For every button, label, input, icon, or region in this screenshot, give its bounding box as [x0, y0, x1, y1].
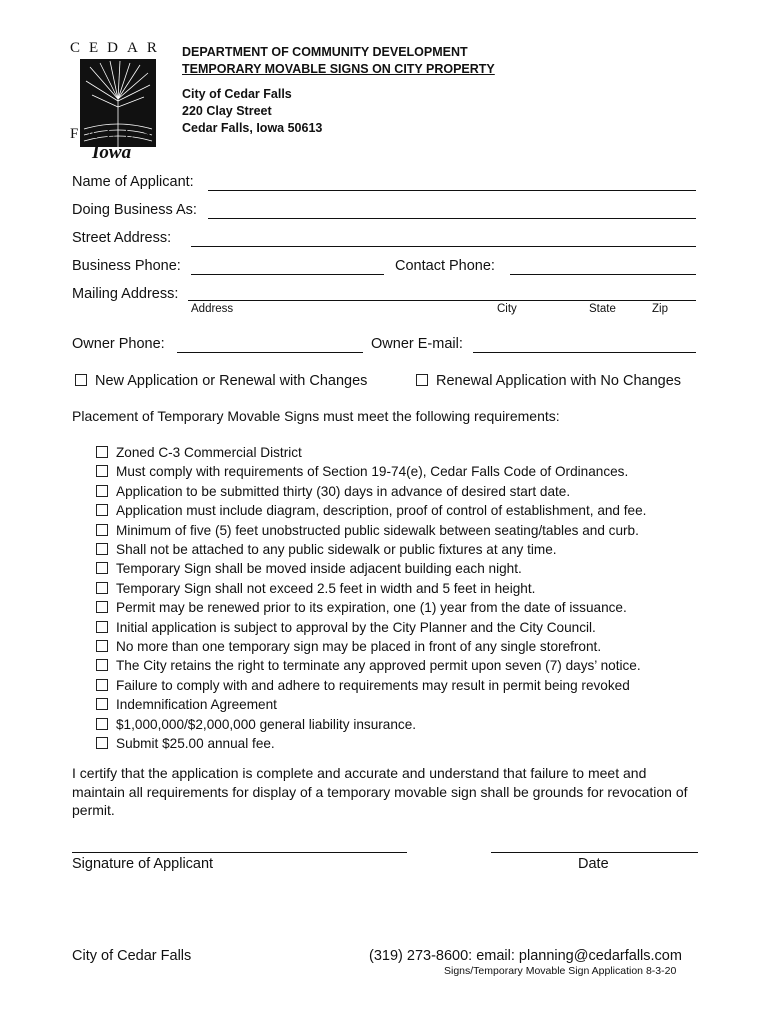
owner-phone-field[interactable] — [177, 352, 363, 353]
doing-business-as-field[interactable] — [208, 218, 696, 219]
business-phone-label: Business Phone: — [72, 258, 181, 274]
requirement-checkbox[interactable] — [96, 601, 108, 613]
department-title: DEPARTMENT OF COMMUNITY DEVELOPMENT — [182, 45, 468, 59]
owner-phone-label: Owner Phone: — [72, 336, 165, 352]
requirement-checkbox[interactable] — [96, 659, 108, 671]
new-application-checkbox[interactable] — [75, 374, 87, 386]
requirement-checkbox[interactable] — [96, 582, 108, 594]
requirement-checkbox[interactable] — [96, 562, 108, 574]
requirements-intro: Placement of Temporary Movable Signs must meet the following requirements: — [72, 408, 560, 424]
certification-statement: I certify that the application is complete and accurate and understand that failure to meet and maintain all requirements for display of a temporary movable sign shall be grounds for revocation of permit. — [72, 765, 688, 818]
requirement-checkbox[interactable] — [96, 485, 108, 497]
doing-business-as-label: Doing Business As: — [72, 202, 197, 218]
logo-script: Iowa — [92, 142, 132, 163]
requirement-checkbox[interactable] — [96, 698, 108, 710]
mailing-sublabel-city: City — [497, 303, 517, 315]
list-item[interactable]: Indemnification Agreement — [96, 695, 736, 714]
list-item[interactable]: $1,000,000/$2,000,000 general liability insurance. — [96, 715, 736, 734]
list-item[interactable]: Temporary Sign shall be moved inside adjacent building each night. — [96, 559, 736, 578]
footer-city: City of Cedar Falls — [72, 948, 192, 964]
list-item[interactable]: Application to be submitted thirty (30) days in advance of desired start date. — [96, 482, 736, 501]
city-address — [182, 86, 322, 137]
mailing-sublabel-zip: Zip — [652, 303, 668, 315]
requirement-checkbox[interactable] — [96, 524, 108, 536]
contact-phone-field[interactable] — [510, 274, 696, 275]
owner-email-field[interactable] — [473, 352, 696, 353]
address-line-2: 220 Clay Street — [182, 104, 272, 118]
signature-field[interactable] — [72, 852, 407, 853]
requirement-checkbox[interactable] — [96, 543, 108, 555]
requirement-checkbox[interactable] — [96, 718, 108, 730]
list-item[interactable]: No more than one temporary sign may be placed in front of any single storefront. — [96, 637, 736, 656]
contact-phone-label: Contact Phone: — [395, 258, 495, 274]
requirement-checkbox[interactable] — [96, 737, 108, 749]
mailing-sublabel-state: State — [589, 303, 616, 315]
mailing-address-label: Mailing Address: — [72, 286, 179, 302]
requirement-checkbox[interactable] — [96, 679, 108, 691]
list-item[interactable]: Submit $25.00 annual fee. — [96, 734, 736, 753]
option-new-application[interactable] — [75, 373, 367, 389]
list-item[interactable]: Failure to comply with and adhere to requirements may result in permit being revoked — [96, 676, 736, 695]
list-item[interactable]: Temporary Sign shall not exceed 2.5 feet in width and 5 feet in height. — [96, 579, 736, 598]
street-address-label: Street Address: — [72, 230, 172, 246]
renewal-no-changes-checkbox[interactable] — [416, 374, 428, 386]
new-application-label: New Application or Renewal with Changes — [95, 373, 368, 389]
form-title: TEMPORARY MOVABLE SIGNS ON CITY PROPERTY — [182, 62, 495, 76]
mailing-address-field[interactable] — [188, 300, 696, 301]
list-item[interactable]: Application must include diagram, description, proof of control of establishment, and fee. — [96, 501, 736, 520]
signature-label: Signature of Applicant — [72, 856, 214, 872]
city-logo — [70, 42, 170, 164]
requirement-checkbox[interactable] — [96, 465, 108, 477]
requirements-list — [96, 443, 736, 754]
list-item[interactable]: Zoned C-3 Commercial District — [96, 443, 736, 462]
list-item[interactable]: The City retains the right to terminate any approved permit upon seven (7) days’ notice. — [96, 656, 736, 675]
list-item[interactable]: Minimum of five (5) feet unobstructed public sidewalk between seating/tables and curb. — [96, 521, 736, 540]
name-of-applicant-field[interactable] — [208, 190, 696, 191]
footer-contact: (319) 273-8600: email: planning@cedarfalls.com — [369, 948, 682, 964]
footer-form-id: Signs/Temporary Movable Sign Application 8-3-20 — [444, 965, 677, 977]
list-item[interactable]: Initial application is subject to approval by the City Planner and the City Council. — [96, 618, 736, 637]
requirement-checkbox[interactable] — [96, 621, 108, 633]
date-label: Date — [578, 856, 609, 872]
list-item[interactable]: Shall not be attached to any public sidewalk or public fixtures at any time. — [96, 540, 736, 559]
address-line-3: Cedar Falls, Iowa 50613 — [182, 121, 323, 135]
requirement-checkbox[interactable] — [96, 640, 108, 652]
logo-word-top: CEDAR — [70, 40, 166, 56]
street-address-field[interactable] — [191, 246, 696, 247]
list-item[interactable]: Permit may be renewed prior to its expiration, one (1) year from the date of issuance. — [96, 598, 736, 617]
requirement-checkbox[interactable] — [96, 504, 108, 516]
business-phone-field[interactable] — [191, 274, 384, 275]
date-field[interactable] — [491, 852, 698, 853]
mailing-sublabel-address: Address — [191, 303, 234, 315]
list-item[interactable]: Must comply with requirements of Section 19-74(e), Cedar Falls Code of Ordinances. — [96, 462, 736, 481]
owner-email-label: Owner E-mail: — [371, 336, 463, 352]
logo-word-bottom: FALLS — [70, 126, 160, 142]
address-line-1: City of Cedar Falls — [182, 87, 292, 101]
option-renewal-no-changes[interactable] — [416, 373, 681, 389]
requirement-checkbox[interactable] — [96, 446, 108, 458]
renewal-no-changes-label: Renewal Application with No Changes — [436, 373, 682, 389]
name-of-applicant-label: Name of Applicant: — [72, 174, 194, 190]
